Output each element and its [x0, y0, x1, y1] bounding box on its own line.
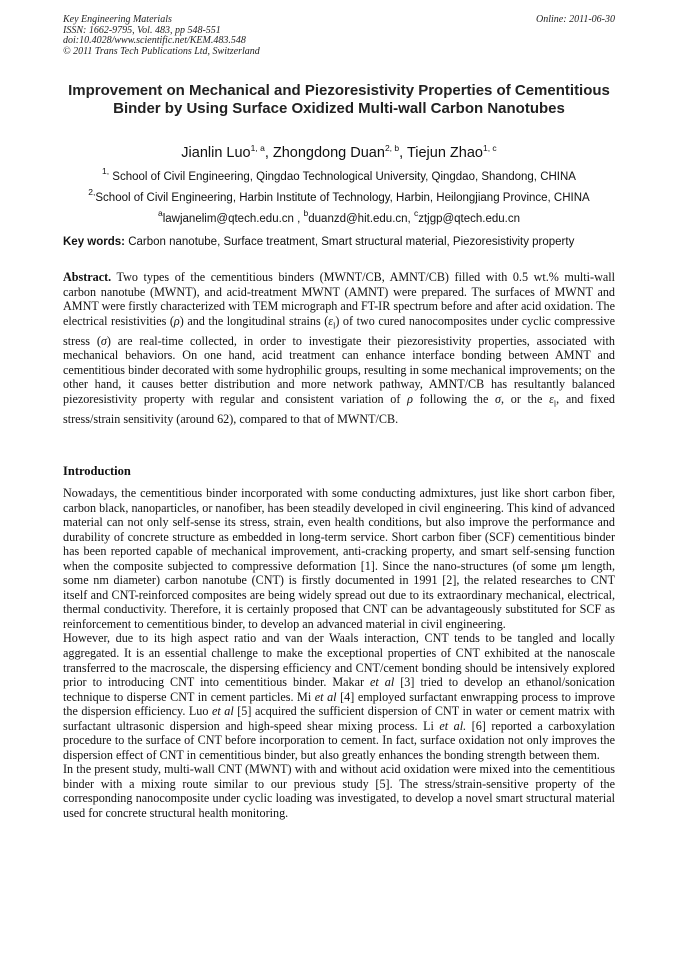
author-name: Jianlin Luo [181, 145, 251, 161]
abstract [63, 270, 615, 426]
paragraph-text: [3] tried to develop an ethanol/sonication technique to disperse CNT in cement particles. Mi [63, 675, 615, 704]
paragraph-text: [6] reported a carboxylation procedure to the surface of CNT before incorporation to cement. In fact, surface oxidation not only improves the dispersion effect of CNT in cementitious binder, but also greatly enhances the bonding strength between them. [63, 718, 615, 762]
email-link[interactable]: ztjgp@qtech.edu.cn [418, 213, 521, 225]
citation-etal: et al [370, 675, 395, 690]
author-list [63, 144, 615, 162]
online-date: Online: 2011-06-30 [536, 14, 615, 25]
author-superscript: 2, b [384, 143, 400, 153]
symbol-subscript: l [553, 399, 557, 409]
citation-etal: et al [211, 704, 234, 719]
citation-etal: et al. [439, 718, 467, 733]
author-name: Zhongdong Duan [272, 145, 385, 161]
affiliation-superscript: 1, [102, 166, 110, 176]
paragraph: In the present study, multi-wall CNT (MWNT) with and without acid oxidation were mixed into the cementitious binder with a mixing route similar to our previous study [5]. The stress/strain-sensitive property of the corresponding nanocomposite under cyclic loading was investigated, to develop a novel smart structural material used for concrete structural health monitoring. [63, 762, 615, 821]
keywords [63, 236, 615, 248]
email-separator: , [407, 213, 414, 225]
affiliation-superscript: 2, [88, 187, 96, 197]
symbol-rho: ρ [407, 391, 413, 406]
affiliation-1 [63, 166, 615, 184]
journal-issn: ISSN: 1662-9795, Vol. 483, pp 548-551 [63, 24, 221, 36]
email-superscript: b [303, 208, 309, 218]
affiliation-text: School of Civil Engineering, Harbin Institute of Technology, Harbin, Heilongjiang Province, CHINA [95, 192, 590, 204]
symbol-epsilon: ε [549, 391, 554, 406]
symbol-sigma: σ [100, 333, 107, 348]
author-superscript: 1, c [482, 143, 497, 153]
keywords-label: Key words: [63, 236, 125, 248]
journal-copyright: © 2011 Trans Tech Publications Ltd, Switzerland [63, 45, 260, 57]
paragraph: Nowadays, the cementitious binder incorporated with some conducting admixtures, just like short carbon fiber, carbon black, nanoparticles, or nanofiber, has been steadily developed in civil engineering. This kind of advanced material can not only self-sense its stress, strain, even health conditions, but also improve the performance and durability of concrete structure as embedded in long-term service. Short carbon fiber (SCF) cementitious binder has been reported capable of mechanical improvement, anti-cracking property, and smart self-sensing function when the composite subjected to compressive deformation [1]. Since the nano-structures (of some μm length, some nm diameter) carbon nanotube (CNT) is firstly documented in 1991 [2], the related researches to CNT itself and CNT-reinforced composites are being widely spread out due to its extraordinary mechanical, electrical, thermal conductivity. Therefore, it is certainly proposed that CNT can be advantageously substituted for SCF as reinforcement to cementitious binder, to develop an advanced material in civil engineering. [63, 486, 615, 631]
author-separator: , [264, 145, 273, 161]
abstract-label: Abstract. [63, 270, 112, 284]
email-superscript: a [157, 208, 163, 218]
symbol-epsilon: ε [328, 313, 334, 328]
author-emails [63, 208, 615, 226]
paper-title: Improvement on Mechanical and Piezoresistivity Properties of Cementitious Binder by Using Surface Oxidized Multi-wall Carbon Nanotubes [68, 82, 610, 117]
paragraph-text: However, due to its high aspect ratio and van der Waals interaction, CNT tends to be tangled and locally aggregated. It is an essential challenge to make the exceptional properties of CNT exhibited at the nanoscale transferred to the macroscale, the dispersing efficiency and CNT/cement bonding should be intensively explored prior to introducing CNT into cementitious binder. Makar [63, 631, 615, 690]
email-link[interactable]: duanzd@hit.edu.cn [308, 213, 408, 225]
email-link[interactable]: lawjanelim@qtech.edu.cn [162, 213, 294, 225]
affiliation-2 [63, 187, 615, 205]
email-superscript: c [413, 208, 419, 218]
paragraph [63, 631, 615, 762]
abstract-text: Two types of the cementitious binders (MWNT/CB, AMNT/CB) filled with 0.5 wt.% multi-wall carbon nanotube (MWNT), and acid-treatment MWNT (AMNT) were prepared. The surfaces of MWNT and AMNT were firstly characterized with TEM micrograph and FT-IR spectrum before and after acid oxidation. The electrical resistivities ( [63, 270, 615, 328]
section-heading-introduction: Introduction [63, 464, 131, 478]
introduction-body [63, 486, 615, 821]
symbol-sigma: σ [495, 391, 502, 406]
keywords-text: Carbon nanotube, Surface treatment, Smart structural material, Piezoresistivity property [125, 236, 575, 248]
abstract-text: , or the [501, 391, 550, 406]
author-name: Tiejun Zhao [406, 145, 483, 161]
paragraph-text: [4] employed surfactant enwrapping process to improve the dispersion efficiency. Luo [63, 689, 615, 719]
abstract-text: ) and the longitudinal strains ( [179, 313, 329, 328]
abstract-text: ) of two cured nanocomposites under cyclic compressive stress ( [63, 313, 615, 348]
paragraph-text: [5] acquired the sufficient dispersion of CNT in water or cement matrix with surfactant ultrasonic dispersion and high-speed shear mixing process. Li [63, 704, 615, 733]
email-separator: , [293, 213, 304, 225]
affiliation-text: School of Civil Engineering, Qingdao Technological University, Qingdao, Shandong, CHINA [109, 171, 576, 183]
symbol-subscript: l [333, 321, 336, 331]
citation-etal: et al [314, 689, 337, 704]
journal-header [63, 15, 615, 57]
author-superscript: 1, a [250, 143, 265, 153]
journal-doi: doi:10.4028/www.scientific.net/KEM.483.548 [63, 35, 246, 47]
author-separator: , [399, 145, 407, 161]
abstract-text: following the [412, 391, 496, 406]
symbol-rho: ρ [173, 313, 180, 328]
abstract-text: ) are real-time collected, in order to investigate their piezoresistivity properties, associated with mechanical behaviors. On one hand, acid treatment can enhance interface bonding between AMNT and cementitious binder decorated with some hydrophilic groups, resulting in some mechanical improvements; on the other hand, it causes better distribution and more network pathway, AMNT/CB has resultantly balanced piezoresistivity property with regular and consistent variation of [63, 333, 615, 406]
abstract-text: , and fixed stress/strain sensitivity (around 62), compared to that of MWNT/CB. [63, 391, 615, 426]
journal-name: Key Engineering Materials [63, 14, 172, 25]
